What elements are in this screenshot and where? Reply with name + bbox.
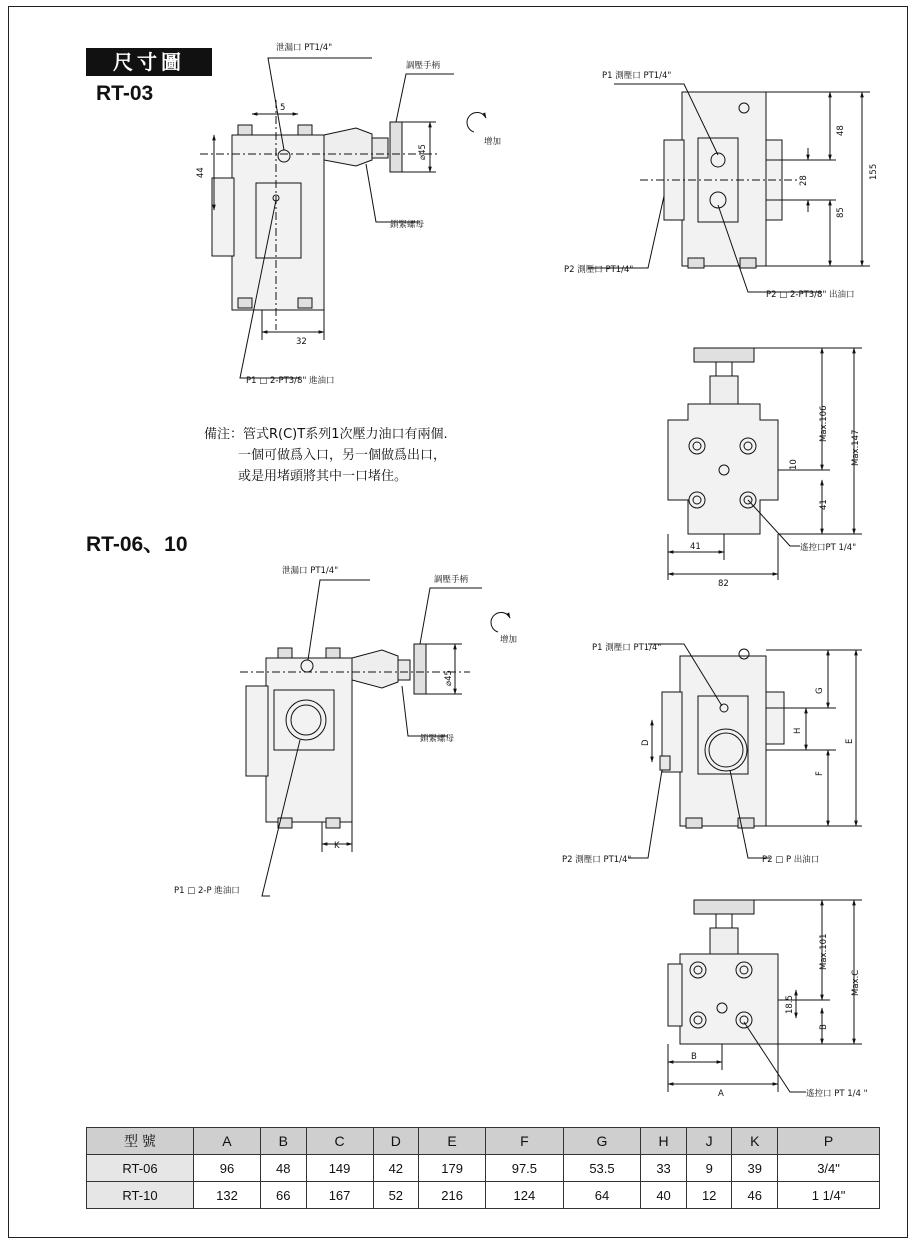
- table-header-cell: G: [563, 1128, 641, 1155]
- rt03-increase-label: 增加: [484, 137, 502, 147]
- rt06-dim-g: G: [815, 687, 825, 694]
- table-cell-model: RT-10: [87, 1182, 194, 1209]
- rt03-side-view: [588, 84, 870, 292]
- rt06-side-view: [628, 644, 862, 858]
- rt03-dim-41-horizontal: 41: [690, 542, 701, 552]
- rt06-dim-a: A: [718, 1089, 724, 1099]
- rt06-dim-b-vertical: B: [819, 1024, 829, 1030]
- rt06-dim-e: E: [845, 738, 855, 744]
- table-cell: 167: [306, 1182, 373, 1209]
- rt03-dim-82: 82: [718, 579, 729, 589]
- rt03-dim-32: 32: [296, 337, 307, 347]
- remark-line-1: 備注：管式R(C)T系列1次壓力油口有兩個.: [204, 427, 448, 442]
- table-cell: 132: [194, 1182, 261, 1209]
- table-cell: 3/4": [778, 1155, 880, 1182]
- rt03-dim-max106: Max.106: [819, 405, 829, 442]
- table-cell: 52: [373, 1182, 419, 1209]
- rt03-dim-85: 85: [836, 207, 846, 218]
- rt03-remote-label: 遙控口PT 1/4": [800, 543, 857, 553]
- rt03-front-view: [200, 58, 486, 378]
- table-header-cell: 型 號: [87, 1128, 194, 1155]
- table-row: [87, 1155, 880, 1182]
- table-row: [87, 1182, 880, 1209]
- rt03-p2-gauge-label: P2 測壓口 PT1/4": [564, 265, 634, 275]
- table-header-cell: H: [641, 1128, 687, 1155]
- remark-line-3: 或是用堵頭將其中一口堵住。: [238, 469, 408, 484]
- table-header-row: [87, 1128, 880, 1155]
- rt03-dim-155: 155: [869, 163, 879, 180]
- rt06-dim-b-horizontal: B: [691, 1052, 697, 1062]
- table-cell: 96: [194, 1155, 261, 1182]
- rt06-dim-f: F: [815, 771, 825, 776]
- rt03-drain-label: 泄漏口 PT1/4": [276, 43, 333, 53]
- rt06-p2-label: P2 □ P 出油口: [762, 855, 820, 865]
- rt03-p1-label: P1 □ 2-PT3/8" 進油口: [246, 376, 335, 386]
- table-cell: 97.5: [486, 1155, 564, 1182]
- rt06-bottom-view: [668, 900, 862, 1092]
- model-title-rt06-10: RT-06、10: [86, 533, 188, 556]
- rt06-drain-label: 泄漏口 PT1/4": [282, 566, 339, 576]
- rt03-locknut-label: 鎖緊螺母: [390, 220, 425, 230]
- table-cell: 216: [419, 1182, 486, 1209]
- rt03-dim-28: 28: [799, 175, 809, 186]
- rt06-p1-gauge-label: P1 測壓口 PT1/4": [592, 643, 662, 653]
- rt03-p2-label: P2 □ 2-PT3/8" 出油口: [766, 290, 855, 300]
- rt06-remote-label: 遙控口 PT 1/4 ": [806, 1089, 868, 1099]
- rt06-dim-18-5: 18.5: [785, 995, 795, 1014]
- table-cell: 33: [641, 1155, 687, 1182]
- rt03-dim-dia45: ⌀45: [418, 144, 428, 160]
- rt06-front-view: [240, 580, 510, 896]
- table-header-cell: E: [419, 1128, 486, 1155]
- rt06-p2-gauge-label: P2 測壓口 PT1/4": [562, 855, 632, 865]
- table-cell: 179: [419, 1155, 486, 1182]
- table-cell: 9: [686, 1155, 732, 1182]
- remark-line-2: 一個可做爲入口，另一個做爲出口，: [238, 448, 447, 463]
- rt03-dim-41-vertical: 41: [819, 499, 829, 510]
- rt06-dim-k: K: [334, 841, 340, 851]
- table-header-cell: J: [686, 1128, 732, 1155]
- table-cell: 53.5: [563, 1155, 641, 1182]
- table-header-cell: B: [260, 1128, 306, 1155]
- rt03-dim-max147: Max.147: [851, 429, 861, 466]
- table-cell-model: RT-06: [87, 1155, 194, 1182]
- table-cell: 46: [732, 1182, 778, 1209]
- rt06-dim-h: H: [793, 727, 803, 734]
- rt06-dim-dia45: ⌀45: [444, 670, 454, 686]
- table-cell: 124: [486, 1182, 564, 1209]
- table-cell: 40: [641, 1182, 687, 1209]
- table-cell: 42: [373, 1155, 419, 1182]
- table-cell: 48: [260, 1155, 306, 1182]
- table-header-cell: C: [306, 1128, 373, 1155]
- rt06-dim-d: D: [641, 739, 651, 746]
- table-header-cell: P: [778, 1128, 880, 1155]
- rt03-dim-48: 48: [836, 125, 846, 136]
- rt06-p1-label: P1 □ 2-P 進油口: [174, 886, 240, 896]
- dimension-table: [86, 1127, 880, 1209]
- table-cell: 149: [306, 1155, 373, 1182]
- rt06-increase-label: 增加: [500, 635, 518, 645]
- page-title: 尺寸圖: [86, 48, 212, 76]
- rt06-handle-label: 調壓手柄: [434, 575, 469, 585]
- table-header-cell: K: [732, 1128, 778, 1155]
- rt03-p1-gauge-label: P1 測壓口 PT1/4": [602, 71, 672, 81]
- rt03-dim-44: 44: [196, 167, 206, 178]
- table-cell: 1 1/4": [778, 1182, 880, 1209]
- rt03-dim-10: 10: [789, 459, 799, 470]
- table-cell: 12: [686, 1182, 732, 1209]
- rt03-dim-5: 5: [280, 103, 286, 113]
- table-cell: 64: [563, 1182, 641, 1209]
- table-header-cell: F: [486, 1128, 564, 1155]
- table-header-cell: D: [373, 1128, 419, 1155]
- rt06-locknut-label: 鎖緊螺母: [420, 734, 455, 744]
- rt03-handle-label: 調壓手柄: [406, 61, 441, 71]
- model-title-rt03: RT-03: [96, 82, 154, 105]
- table-cell: 66: [260, 1182, 306, 1209]
- rt06-dim-maxc: Max.C: [851, 969, 861, 996]
- rt06-dim-max101: Max.101: [819, 933, 829, 970]
- table-header-cell: A: [194, 1128, 261, 1155]
- table-cell: 39: [732, 1155, 778, 1182]
